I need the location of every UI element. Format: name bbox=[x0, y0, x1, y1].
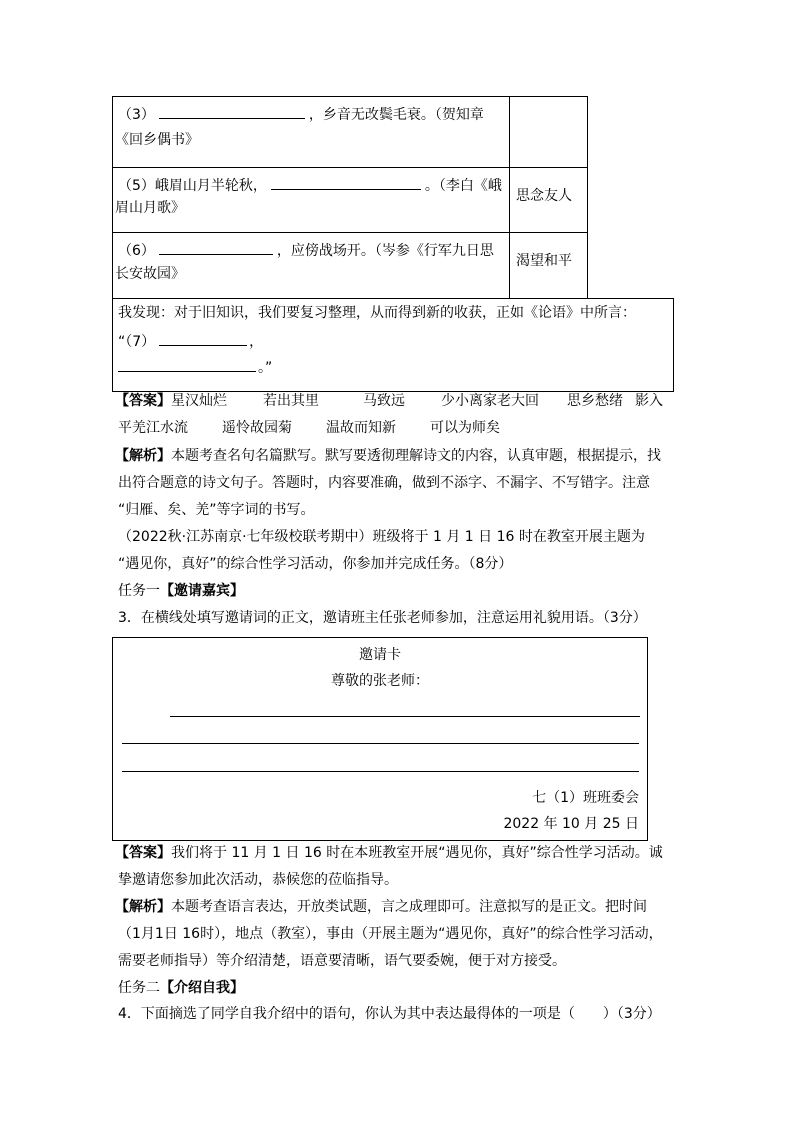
invitation-date: 2022 年 10 月 25 日 bbox=[503, 816, 639, 832]
discovery-line-2 bbox=[118, 331, 263, 351]
fill-blank-7b[interactable] bbox=[118, 357, 256, 372]
task-title: 【邀请嘉宾】 bbox=[160, 583, 244, 599]
blank-label-7: “（7） bbox=[118, 334, 156, 350]
answer-item: 影入 bbox=[635, 393, 663, 409]
question-3: 3．在横线处填写邀请词的正文，邀请班主任张老师参加，注意运用礼貌用语。（3分） bbox=[118, 610, 647, 626]
answer-tag: 【答案】 bbox=[115, 393, 171, 409]
task-1-heading bbox=[118, 582, 244, 600]
answer-item: 可以为师矣 bbox=[430, 420, 500, 436]
analysis-text: 本题考查名句名篇默写。默写要透彻理解诗文的内容，认真审题，根据提示，找 bbox=[171, 448, 661, 464]
task-title: 【介绍自我】 bbox=[160, 980, 244, 996]
answer-1-line-2 bbox=[118, 419, 500, 437]
table-row bbox=[118, 175, 502, 195]
answer-item: 星汉灿烂 bbox=[171, 393, 227, 409]
writing-line-1[interactable] bbox=[170, 716, 640, 717]
answer-item: 平羌江水流 bbox=[118, 420, 188, 436]
analysis-tag: 【解析】 bbox=[115, 448, 171, 464]
analysis-text: 本题考查语言表达，开放类试题，言之成理即可。注意拟写的是正文。把时间 bbox=[171, 899, 647, 915]
analysis-3-line-2: （1月1日 16时），地点（教室），事由（开展主题为“遇见你，真好”的综合性学习活动， bbox=[118, 926, 663, 942]
poem-source: 眉山月歌》 bbox=[115, 200, 185, 216]
analysis-3-line-3: 需要老师指导）等介绍清楚，语意要清晰，语气要委婉，便于对方接受。 bbox=[118, 953, 566, 969]
table-row-divider bbox=[112, 232, 588, 233]
answer-item: 马致远 bbox=[363, 393, 405, 409]
fill-blank-3[interactable] bbox=[159, 104, 305, 119]
theme-cell: 思念友人 bbox=[516, 188, 572, 204]
poem-source: 长安故园》 bbox=[115, 266, 185, 282]
table-col-divider bbox=[509, 96, 510, 298]
row-number: （6） bbox=[118, 243, 155, 259]
answer-item: 思乡愁绪 bbox=[567, 393, 623, 409]
discovery-text: 我发现：对于旧知识，我们要复习整理，从而得到新的收获，正如《论语》中所言： bbox=[118, 305, 636, 321]
question-4: 4．下面摘选了同学自我介绍中的语句，你认为其中表达最得体的一项是（ ）（3分） bbox=[118, 1006, 661, 1022]
analysis-1-line-2: 出符合题意的诗文句子。答题时，内容要准确，做到不添字、不漏字、不写错字。注意 bbox=[118, 475, 650, 491]
answer-text: 我们将于 11 月 1 日 16 时在本班教室开展“遇见你，真好”综合性学习活动。诚 bbox=[171, 845, 663, 861]
table-row bbox=[118, 104, 484, 124]
answer-1-line-1 bbox=[115, 392, 663, 410]
table-border-top bbox=[112, 96, 588, 97]
answer-3-line-2: 挚邀请您参加此次活动，恭候您的莅临指导。 bbox=[118, 872, 398, 888]
punctuation: 。” bbox=[258, 360, 273, 376]
table-row bbox=[118, 240, 494, 260]
analysis-3-line-1 bbox=[115, 898, 647, 916]
poem-text: ，乡音无改鬓毛衰。（贺知章 bbox=[308, 107, 484, 123]
task-label: 任务二 bbox=[118, 980, 160, 996]
fill-blank-7a[interactable] bbox=[159, 331, 247, 346]
answer-3-line-1 bbox=[115, 844, 663, 862]
poem-source: 《回乡偶书》 bbox=[115, 132, 199, 148]
discovery-border-right bbox=[673, 298, 674, 391]
analysis-tag: 【解析】 bbox=[115, 899, 171, 915]
invitation-signature: 七（1）班班委会 bbox=[532, 790, 639, 806]
table-border-left bbox=[112, 96, 113, 391]
invitation-greeting: 尊敬的张老师： bbox=[331, 673, 429, 689]
discovery-line-3 bbox=[118, 357, 272, 377]
answer-item: 温故而知新 bbox=[326, 420, 396, 436]
analysis-1-line-1 bbox=[115, 447, 661, 465]
answer-item: 少小离家老大回 bbox=[441, 393, 539, 409]
answer-tag: 【答案】 bbox=[115, 845, 171, 861]
fill-blank-5[interactable] bbox=[271, 175, 421, 190]
row-number: （3） bbox=[118, 107, 155, 123]
poem-text: （5）峨眉山月半轮秋， bbox=[118, 178, 267, 194]
poem-text: ，应傍战场开。（岑参《行军九日思 bbox=[276, 243, 494, 259]
writing-line-2[interactable] bbox=[122, 743, 639, 744]
table-row-divider bbox=[112, 298, 674, 299]
table-border-right bbox=[587, 96, 588, 298]
poem-text: 。（李白《峨 bbox=[424, 178, 502, 194]
question-intro-line-1: （2022秋·江苏南京·七年级校联考期中）班级将于 1 月 1 日 16 时在教室开展主题为 bbox=[118, 529, 645, 545]
table-row-divider bbox=[112, 167, 588, 168]
analysis-1-line-3: “归雁、矣、羌”等字词的书写。 bbox=[118, 502, 315, 518]
answer-item: 若出其里 bbox=[263, 393, 319, 409]
fill-blank-6[interactable] bbox=[159, 240, 273, 255]
theme-cell: 渴望和平 bbox=[516, 253, 572, 269]
question-intro-line-2: “遇见你，真好”的综合性学习活动，你参加并完成任务。（8分） bbox=[118, 556, 513, 572]
invitation-title: 邀请卡 bbox=[359, 647, 401, 663]
punctuation: ， bbox=[249, 334, 264, 350]
writing-line-3[interactable] bbox=[122, 771, 639, 772]
invitation-card bbox=[112, 637, 648, 841]
task-label: 任务一 bbox=[118, 583, 160, 599]
task-2-heading bbox=[118, 979, 244, 997]
answer-item: 遥怜故园菊 bbox=[222, 420, 292, 436]
